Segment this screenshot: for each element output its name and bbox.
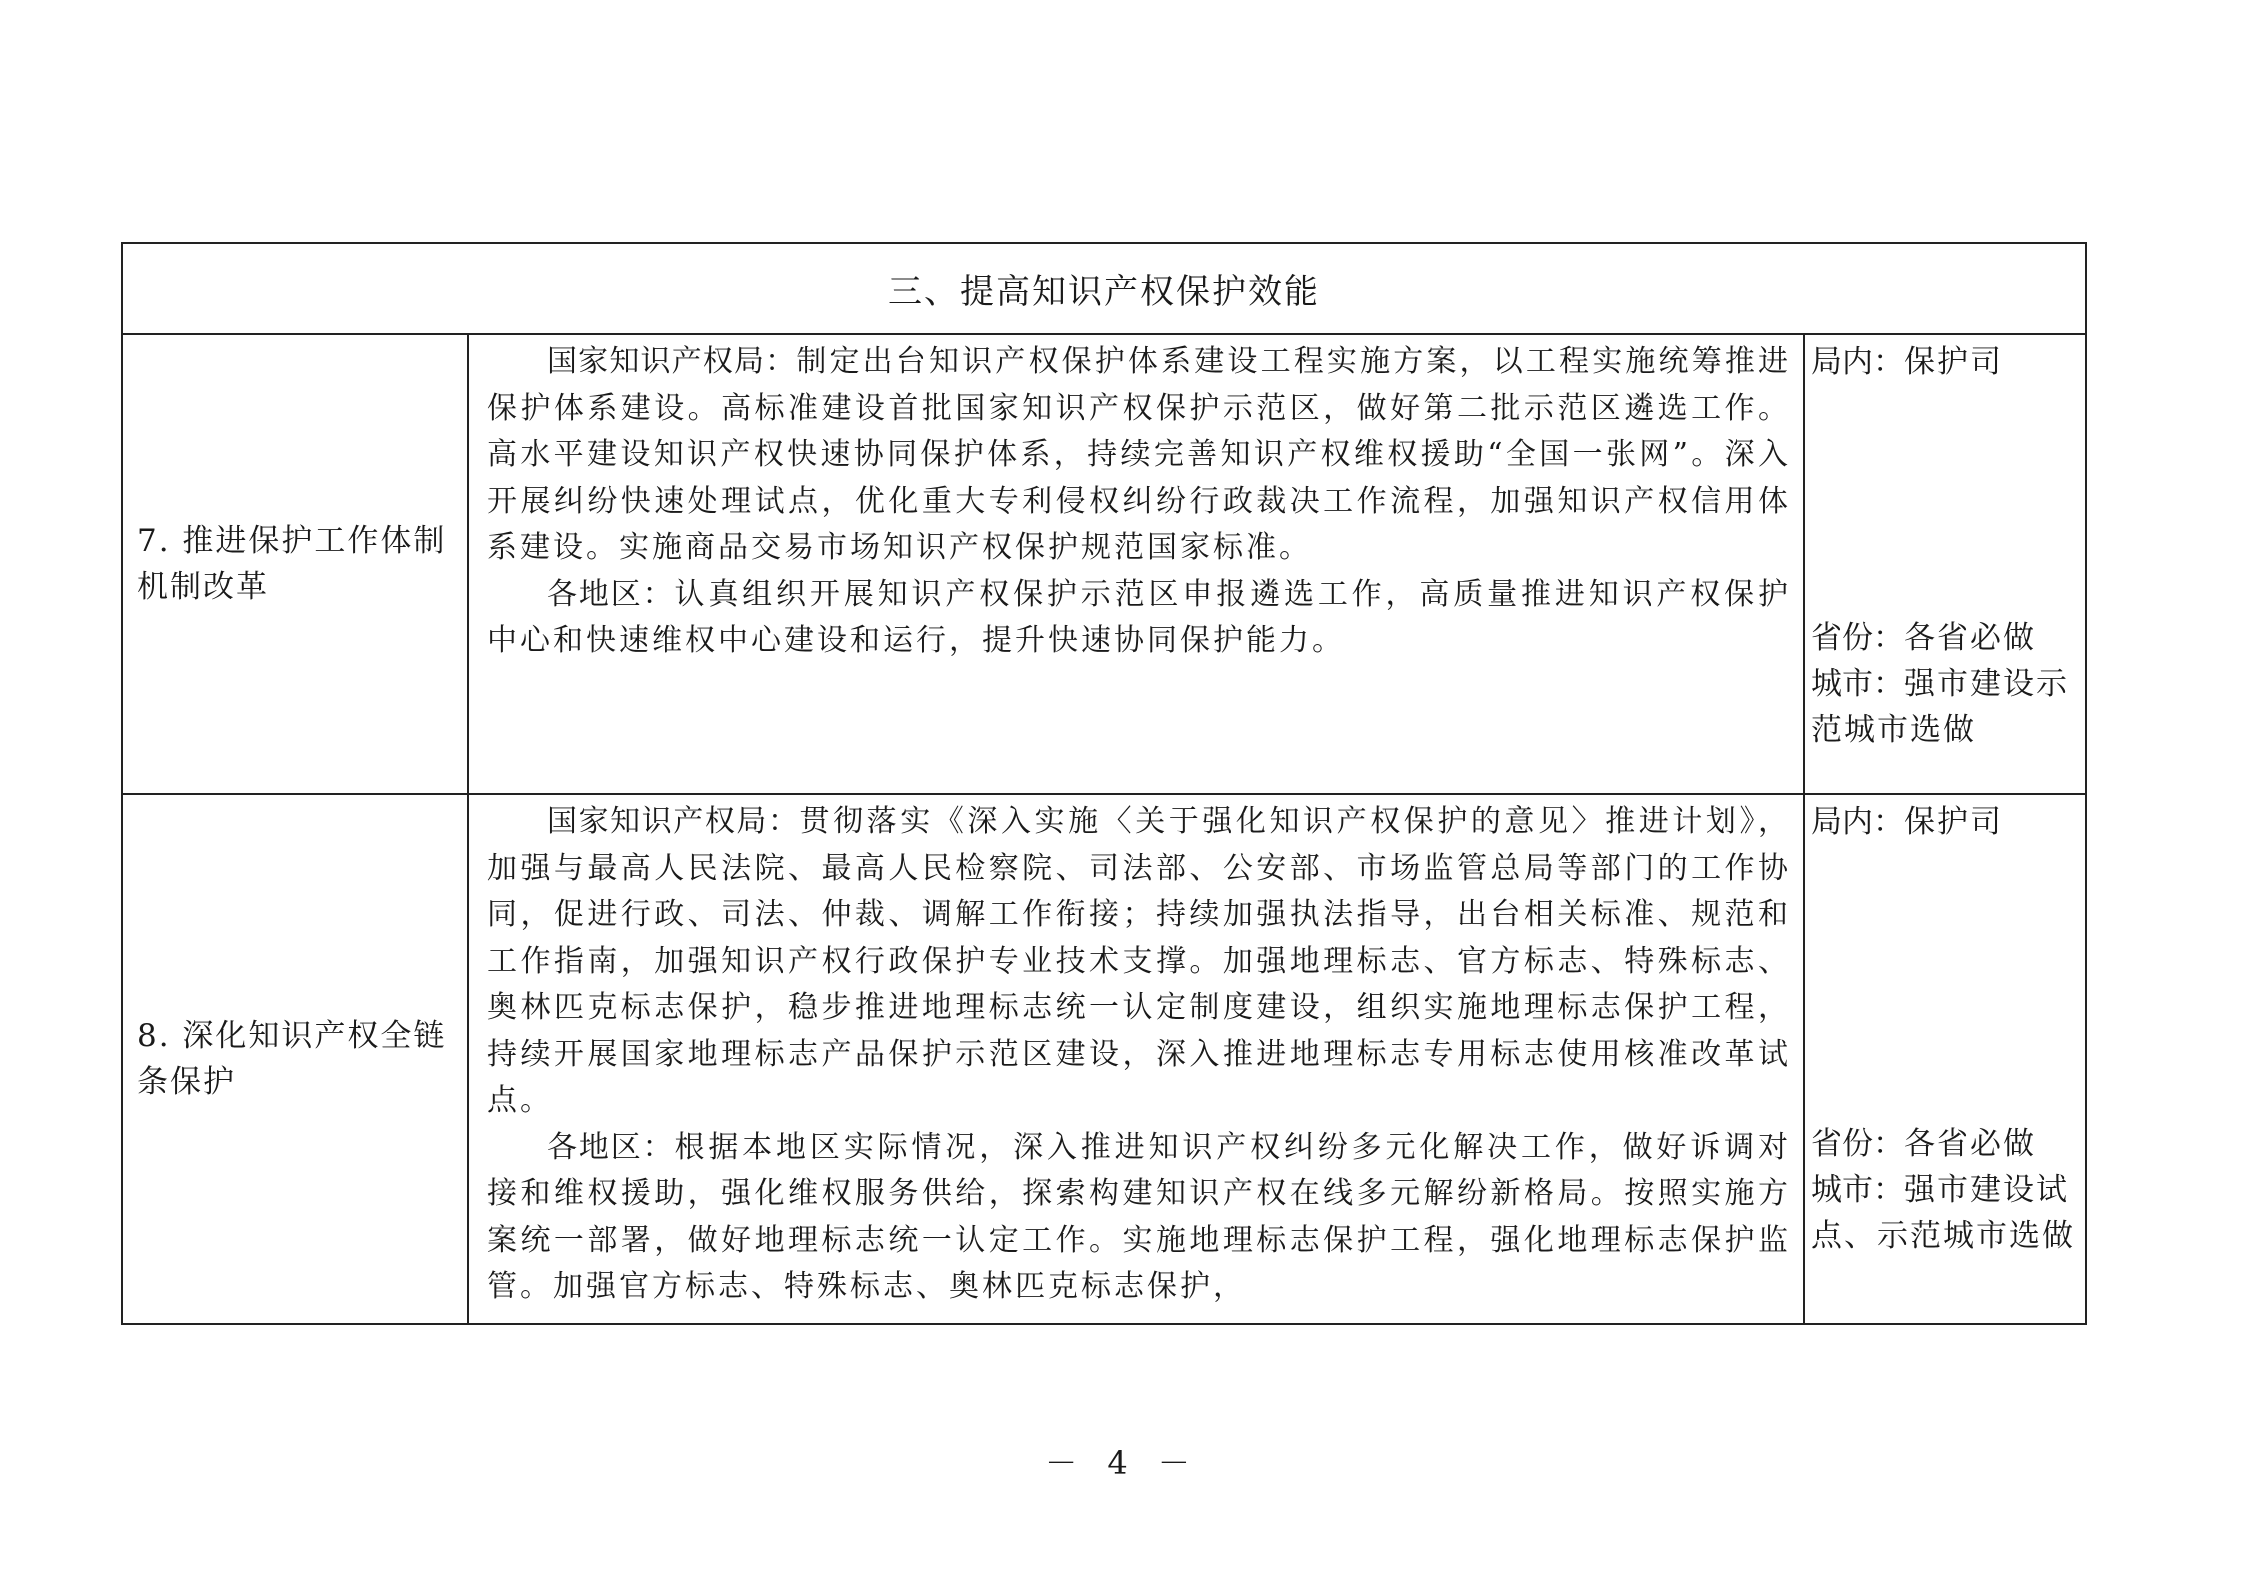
national-lead-label: 国家知识产权局：: [547, 344, 797, 379]
task-content: [468, 334, 1804, 794]
task-name: 7. 推进保护工作体制机制改革: [122, 334, 468, 794]
bureau-key: 局内：: [1811, 804, 1904, 840]
city-responsibility: [1811, 1167, 2081, 1259]
responsibility-cell: [1804, 794, 2086, 1324]
bureau-responsibility: [1811, 339, 2081, 385]
national-measure-text: 贯彻落实《深入实施〈关于强化知识产权保护的意见〉推进计划》，加强与最高人民法院、最高人民检察院、司法部、公安部、市场监管总局等部门的工作协同，促进行政、司法、仲裁、调解工作衔接；持续加强执法指导，出台相关标准、规范和工作指南，加强知识产权行政保护专业技术支撑。加强地理标志、官方标志、特殊标志、奥林匹克标志保护，稳步推进地理标志统一认定制度建设，组织实施地理标志保护工程，持续开展国家地理标志产品保护示范区建设，深入推进地理标志专用标志使用核准改革试点。: [487, 804, 1792, 1118]
local-measure: [487, 1125, 1791, 1311]
local-measure-text: 认真组织开展知识产权保护示范区申报遴选工作，高质量推进知识产权保护中心和快速维权中心建设和运行，提升快速协同保护能力。: [487, 576, 1792, 658]
province-value: 各省必做: [1904, 1126, 2036, 1162]
city-key: 城市：: [1811, 666, 1904, 702]
page-number: － 4 －: [1045, 1444, 1200, 1482]
section-title: 三、提高知识产权保护效能: [122, 243, 2086, 334]
city-value: 强市建设试点、示范城市选做: [1811, 1172, 2075, 1254]
province-responsibility: [1811, 615, 2081, 661]
section-header-row: [122, 243, 2086, 334]
national-measure: [487, 339, 1791, 572]
national-measure: [487, 799, 1791, 1125]
bureau-key: 局内：: [1811, 344, 1904, 380]
local-lead-label: 各地区：: [547, 1129, 675, 1165]
table-row: [122, 794, 2086, 1324]
national-measure-text: 制定出台知识产权保护体系建设工程实施方案，以工程实施统筹推进保护体系建设。高标准建设首批国家知识产权保护示范区，做好第二批示范区遴选工作。高水平建设知识产权快速协同保护体系，持续完善知识产权维权援助“全国一张网”。深入开展纠纷快速处理试点，优化重大专利侵权纠纷行政裁决工作流程，加强知识产权信用体系建设。实施商品交易市场知识产权保护规范国家标准。: [487, 344, 1792, 565]
local-lead-label: 各地区：: [547, 576, 675, 612]
responsibility-cell: [1804, 334, 2086, 794]
city-responsibility: [1811, 661, 2081, 753]
province-value: 各省必做: [1904, 620, 2036, 656]
bureau-value: 保护司: [1904, 804, 2003, 840]
task-table: [121, 242, 2087, 1325]
bureau-value: 保护司: [1904, 344, 2003, 380]
table-row: [122, 334, 2086, 794]
local-measure-text: 根据本地区实际情况，深入推进知识产权纠纷多元化解决工作，做好诉调对接和维权援助，强化维权服务供给，探索构建知识产权在线多元解纷新格局。按照实施方案统一部署，做好地理标志统一认定工作。实施地理标志保护工程，强化地理标志保护监管。加强官方标志、特殊标志、奥林匹克标志保护，: [487, 1129, 1792, 1304]
bureau-responsibility: [1811, 799, 2081, 845]
city-key: 城市：: [1811, 1172, 1904, 1208]
task-content: [468, 794, 1804, 1324]
regional-responsibility: [1811, 615, 2081, 753]
task-name: 8. 深化知识产权全链条保护: [122, 794, 468, 1324]
province-key: 省份：: [1811, 620, 1904, 656]
province-key: 省份：: [1811, 1126, 1904, 1162]
city-value: 强市建设示范城市选做: [1811, 666, 2069, 748]
regional-responsibility: [1811, 1121, 2081, 1259]
local-measure: [487, 572, 1791, 665]
province-responsibility: [1811, 1121, 2081, 1167]
national-lead-label: 国家知识产权局：: [547, 804, 800, 839]
